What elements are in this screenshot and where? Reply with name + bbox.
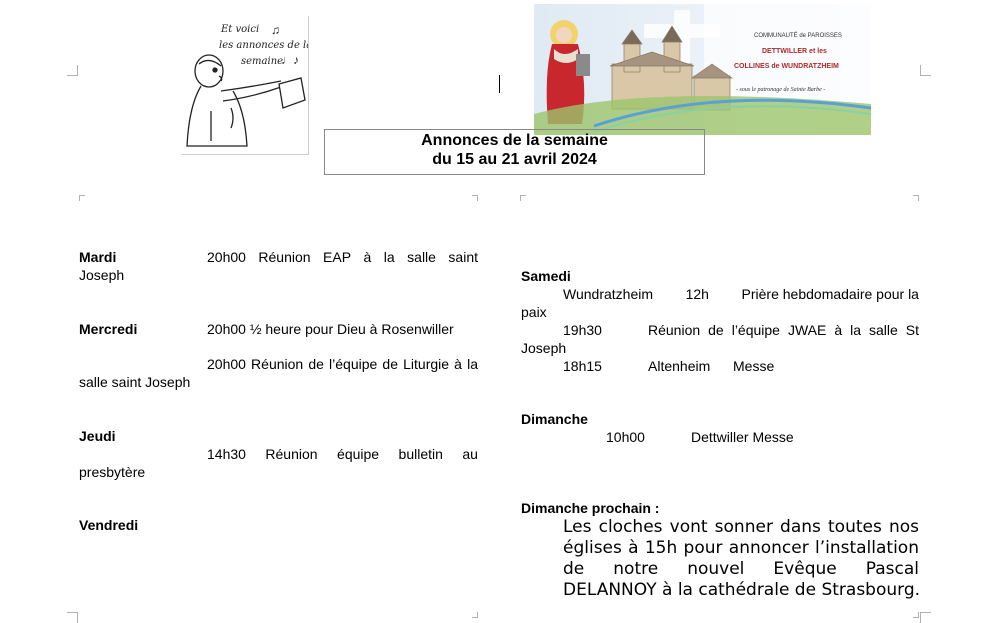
column-corner-mark [520, 195, 526, 201]
day-dimanche: Dimanche [521, 411, 588, 427]
word: la [383, 249, 395, 265]
prochain-line-2 [563, 538, 919, 559]
prochain-text: églises à 15h pour annoncer l’installation [563, 538, 919, 558]
prochain-line-3 [563, 559, 919, 580]
dimanche-text: Dettwiller Messe [691, 429, 794, 445]
page-title: Annonces de la semaine [421, 132, 608, 149]
column-corner-mark [472, 195, 478, 201]
date-range: du 15 au 21 avril 2024 [432, 151, 597, 168]
word: équipe [337, 446, 380, 462]
place: Wundratzheim [563, 286, 654, 302]
patronage-text: - sous le patronage de Sainte Barbe - [736, 87, 826, 93]
word: Réunion [258, 249, 311, 265]
event: Réunion de l’équipe JWAE à la salle St [648, 322, 919, 338]
parish-community-logo [534, 4, 871, 135]
prochain-line-1 [563, 517, 919, 538]
page-corner-mark [920, 65, 931, 76]
time: 12h [685, 286, 709, 302]
word: salle [407, 249, 436, 265]
page-corner-mark [920, 612, 931, 623]
day-dimanche-prochain: Dimanche prochain : [521, 500, 660, 516]
samedi-line-1 [563, 285, 919, 303]
prochain-text: Les cloches vont sonner dans toutes nos [563, 517, 919, 537]
mercredi-line-3: salle saint Joseph [79, 374, 191, 390]
text-cursor [499, 75, 500, 93]
word: saint [448, 249, 478, 265]
day-mardi: Mardi [79, 249, 117, 265]
column-corner-mark [913, 195, 919, 201]
prochain-line-4: DELANNOY à la cathédrale de Strasbourg. [563, 580, 921, 600]
announcer-illustration [181, 16, 309, 155]
jeudi-cont: presbytère [79, 464, 146, 480]
column-corner-mark [79, 195, 85, 201]
title-frame[interactable] [324, 129, 705, 175]
prochain-text: de notre nouvel Evêque Pascal [563, 559, 919, 579]
event: Prière hebdomadaire pour la [741, 286, 919, 302]
bubble-line-1: Et voici [221, 24, 260, 35]
samedi-line-2-cont: Joseph [521, 340, 567, 356]
page-corner-mark [67, 65, 78, 76]
community-name-line-1: DETTWILLER et les [762, 48, 827, 55]
mardi-line [207, 248, 478, 266]
music-note-icon: ♩♪ [281, 53, 299, 67]
samedi-place-3: Altenheim [648, 358, 711, 374]
word: Réunion [265, 446, 318, 462]
mardi-time: 20h00 [207, 249, 246, 265]
jeudi-line [207, 445, 478, 463]
samedi-line-2 [563, 321, 919, 339]
word: bulletin [398, 446, 443, 462]
mardi-cont: Joseph [79, 267, 125, 283]
mercredi-line-2: 20h00 Réunion de l’équipe de Liturgie à la [207, 356, 478, 372]
jeudi-time: 14h30 [207, 446, 246, 462]
day-mercredi: Mercredi [79, 321, 138, 337]
community-name-line-2: COLLINES de WUNDRATZHEIM [734, 63, 839, 70]
dimanche-time: 10h00 [606, 429, 645, 445]
bubble-line-2: les annonces de la [219, 40, 308, 51]
music-note-icon: ♫ [271, 23, 280, 37]
samedi-line-1-cont: paix [521, 304, 547, 320]
time: 19h30 [563, 322, 602, 338]
column-corner-mark [472, 612, 478, 618]
day-jeudi: Jeudi [79, 428, 116, 444]
word: au [462, 446, 478, 462]
day-vendredi: Vendredi [79, 517, 139, 533]
word: à [363, 249, 372, 265]
mercredi-line-1: 20h00 ½ heure pour Dieu à Rosenwiller [207, 321, 454, 337]
bubble-line-3: semaine [241, 56, 284, 67]
page-corner-mark [67, 612, 78, 623]
column-corner-mark [913, 612, 919, 618]
community-label: COMMUNAUTÉ de PAROISSES [754, 33, 842, 39]
day-samedi: Samedi [521, 268, 571, 284]
samedi-event-3: Messe [733, 358, 775, 374]
word: EAP [323, 249, 352, 265]
samedi-time-3: 18h15 [563, 358, 602, 374]
